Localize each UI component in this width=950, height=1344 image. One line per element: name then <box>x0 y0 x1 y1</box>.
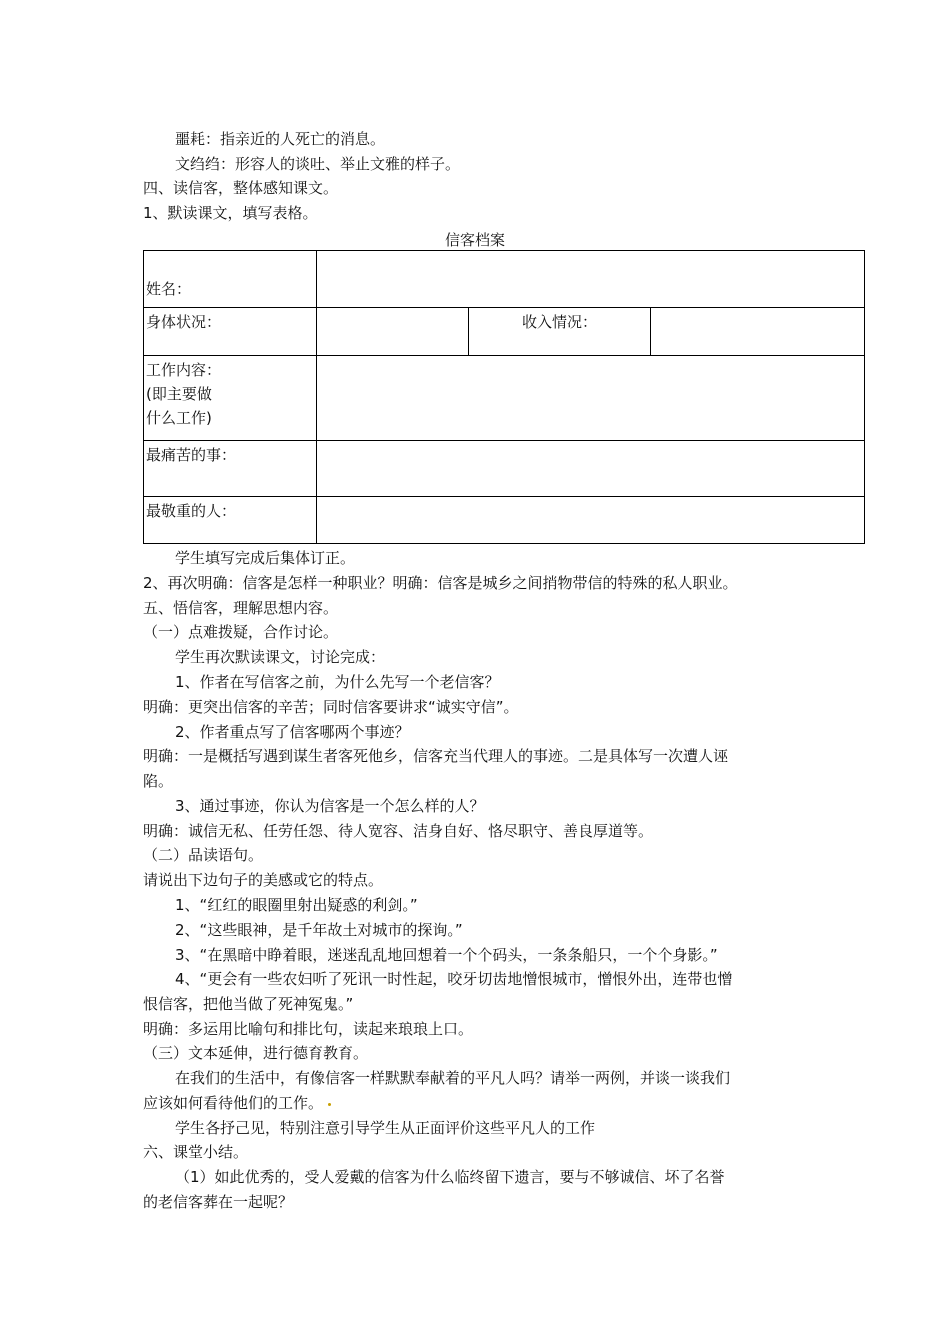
text-line: 在我们的生活中，有像信客一样默默奉献着的平凡人吗？请举一两例，并谈一谈我们 <box>175 1069 731 1087</box>
work-label-line: (即主要做 <box>146 385 212 403</box>
question-line: 1、作者在写信客之前，为什么先写一个老信客？ <box>175 673 500 691</box>
question-line: （1）如此优秀的，受人爱戴的信客为什么临终留下遗言，要与不够诚信、坏了名誉 <box>175 1168 725 1186</box>
question-line: 的老信客葬在一起呢？ <box>143 1193 294 1211</box>
answer-line: 明确：更突出信客的辛苦；同时信客要讲求“诚实守信”。 <box>143 698 519 716</box>
subsection-heading: （三）文本延伸，进行德育教育。 <box>143 1044 369 1062</box>
answer-line: 明确：多运用比喻句和排比句，读起来琅琅上口。 <box>143 1020 474 1038</box>
archive-table <box>143 250 865 544</box>
text-line: 学生填写完成后集体订正。 <box>175 549 356 567</box>
dot-mark <box>328 1103 331 1106</box>
respect-label: 最敬重的人： <box>144 497 317 544</box>
text-line: 学生各抒己见，特别注意引导学生从正面评价这些平凡人的工作 <box>175 1119 596 1137</box>
text-line: 2、再次明确：信客是怎样一种职业？明确：信客是城乡之间捎物带信的特殊的私人职业。 <box>143 574 738 592</box>
question-line: 3、通过事迹，你认为信客是一个怎么样的人？ <box>175 797 485 815</box>
answer-line: 陷。 <box>143 772 174 790</box>
text-line <box>143 1093 331 1113</box>
quote-line: 恨信客，把他当做了死神冤鬼。” <box>143 995 354 1013</box>
section-heading: 五、悟信客，理解思想内容。 <box>143 599 339 617</box>
section-heading: 四、读信客，整体感知课文。 <box>143 179 339 197</box>
text-line: 请说出下边句子的美感或它的特点。 <box>143 871 384 889</box>
answer-line: 明确：一是概括写遇到谋生者客死他乡，信客充当代理人的事迹。二是具体写一次遭人诬 <box>143 747 729 765</box>
quote-line: 3、“在黑暗中睁着眼，迷迷乱乱地回想着一个个码头，一条条船只，一个个身影。” <box>175 946 718 964</box>
answer-line: 明确：诚信无私、任劳任怨、待人宽容、洁身自好、恪尽职守、善良厚道等。 <box>143 822 654 840</box>
pain-field[interactable] <box>317 441 865 497</box>
quote-line: 4、“更会有一些农妇听了死讯一时性起，咬牙切齿地憎恨城市，憎恨外出，连带也憎 <box>175 970 733 988</box>
name-field[interactable] <box>317 251 865 308</box>
text-line: 文绉绉：形容人的谈吐、举止文雅的样子。 <box>175 155 461 173</box>
health-label: 身体状况： <box>144 308 317 356</box>
text-line: 噩耗：指亲近的人死亡的消息。 <box>175 130 386 148</box>
pain-label: 最痛苦的事： <box>144 441 317 497</box>
text-span: 应该如何看待他们的工作。 <box>143 1094 324 1112</box>
work-field[interactable] <box>317 356 865 441</box>
health-field[interactable] <box>317 308 469 356</box>
question-line: 2、作者重点写了信客哪两个事迹？ <box>175 723 410 741</box>
name-label: 姓名： <box>144 251 317 308</box>
work-label-line: 工作内容： <box>146 361 222 379</box>
text-line: 1、默读课文，填写表格。 <box>143 204 318 222</box>
text-line: 学生再次默读课文，讨论完成： <box>175 648 386 666</box>
quote-line: 2、“这些眼神，是千年故土对城市的探询。” <box>175 921 463 939</box>
quote-line: 1、“红红的眼圈里射出疑惑的利剑。” <box>175 896 418 914</box>
income-field[interactable] <box>651 308 865 356</box>
income-label: 收入情况： <box>469 308 651 356</box>
work-label-line: 什么工作) <box>146 409 212 427</box>
subsection-heading: （一）点难拨疑，合作讨论。 <box>143 623 339 641</box>
section-heading: 六、课堂小结。 <box>143 1143 249 1161</box>
work-label <box>144 356 317 441</box>
table-title: 信客档案 <box>444 231 505 249</box>
respect-field[interactable] <box>317 497 865 544</box>
subsection-heading: （二）品读语句。 <box>143 846 264 864</box>
